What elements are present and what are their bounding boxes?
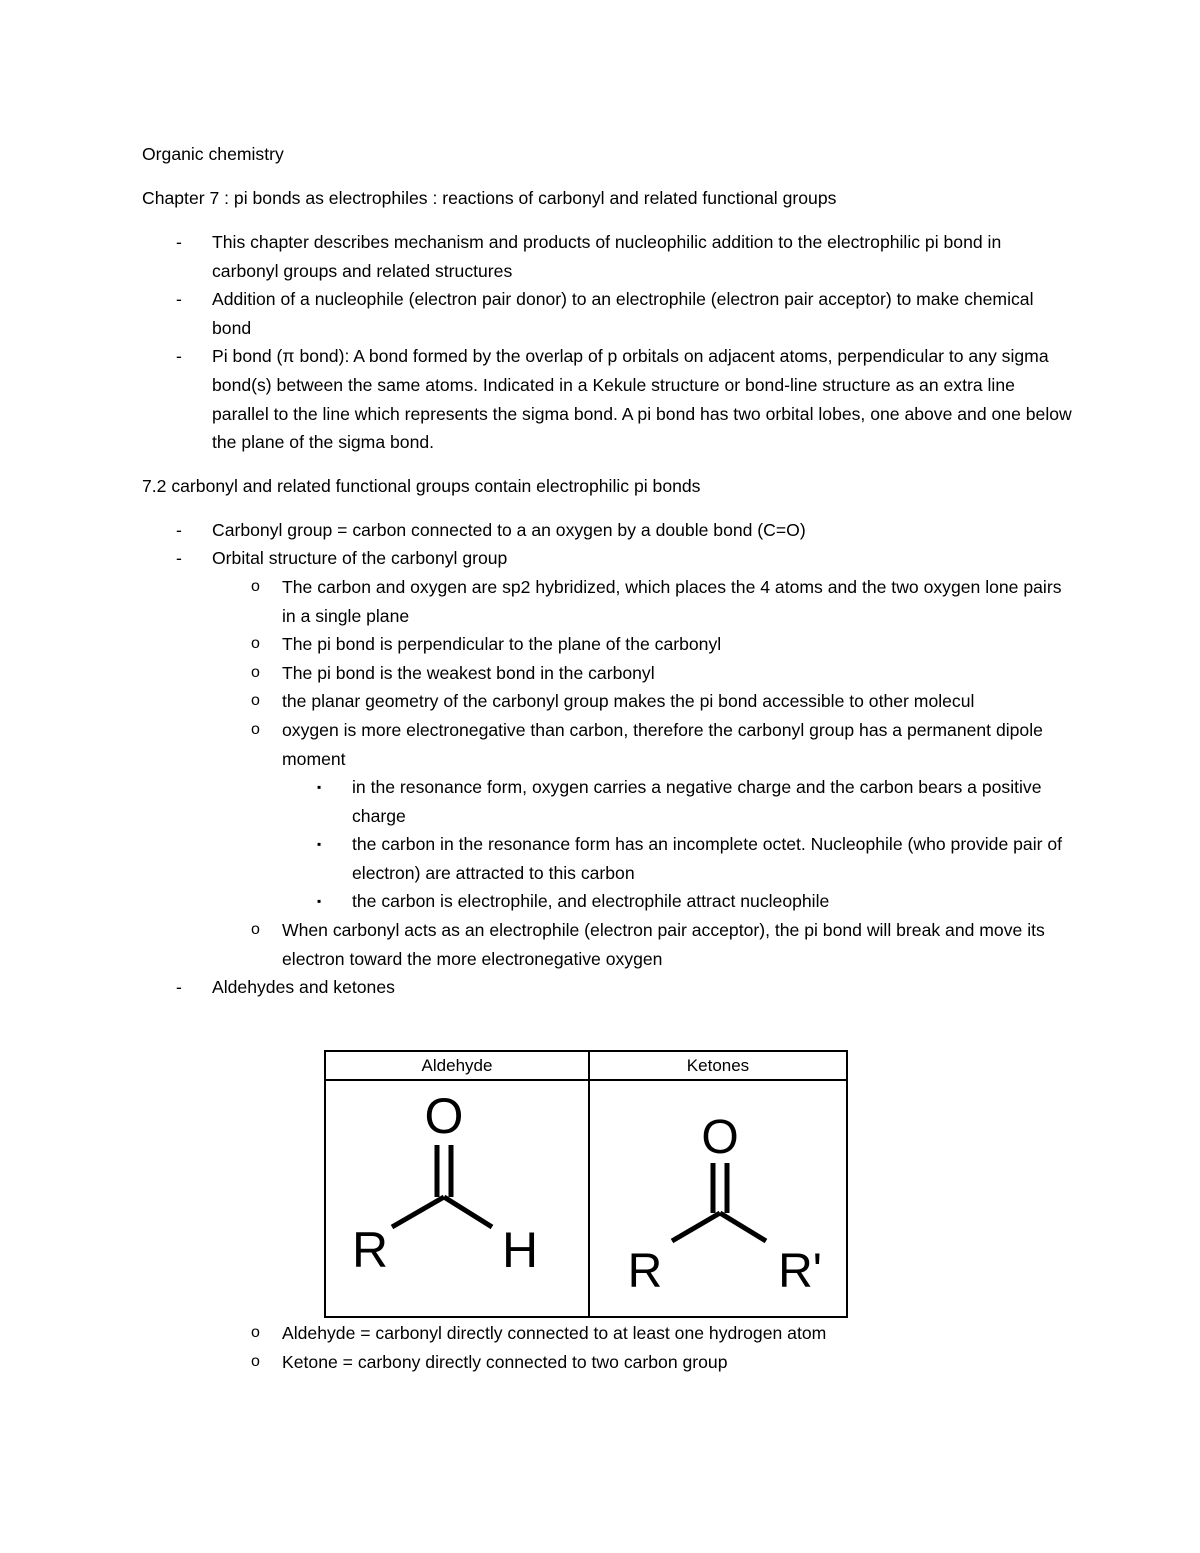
list-item [142, 659, 1072, 688]
dash-marker: - [176, 289, 182, 310]
list-item-text: Aldehyde = carbonyl directly connected to at least one hydrogen atom [282, 1323, 827, 1343]
ketone-structure-image [590, 1081, 846, 1317]
circle-marker: o [251, 663, 260, 681]
dash-marker: - [176, 346, 182, 367]
list-item [142, 916, 1072, 973]
list-item [142, 228, 1072, 285]
h-bond-line [444, 1197, 492, 1227]
sub-bullet-list [142, 573, 1072, 973]
oxygen-atom-label: O [424, 1088, 464, 1144]
r-group-label: R [351, 1222, 389, 1278]
ketone-header: Ketones [590, 1052, 846, 1081]
r-bond-line [672, 1213, 720, 1241]
list-item [142, 687, 1072, 716]
square-marker: ▪ [317, 780, 322, 795]
r-group-label: R [627, 1245, 663, 1298]
list-item [142, 573, 1072, 630]
square-marker: ▪ [317, 837, 322, 852]
list-item-text: oxygen is more electronegative than carbon, therefore the carbonyl group has a permanent dipole moment [282, 719, 1043, 769]
list-item [142, 1348, 1072, 1377]
list-item-text: Pi bond (π bond): A bond formed by the overlap of p orbitals on adjacent atoms, perpendicular to any sigma bond(s) between the same atoms. Indicated in a Kekule structure or bond-line structure as an extra line parallel to the line which represents the sigma bond. A pi bond has two orbital lobes, one above and one below the plane of the sigma bond. [212, 346, 1072, 453]
dash-marker: - [176, 232, 182, 252]
circle-marker: o [251, 635, 260, 653]
circle-marker: o [251, 1352, 260, 1370]
list-item-text: Ketone = carbony directly connected to two carbon group [282, 1351, 728, 1372]
sub-bullet-list [142, 1319, 1072, 1376]
circle-marker: o [251, 692, 260, 710]
aldehyde-ketone-table [324, 1050, 848, 1318]
section-heading: 7.2 carbonyl and related functional groups contain electrophilic pi bonds [142, 475, 701, 496]
circle-marker: o [251, 921, 260, 939]
document-page [142, 140, 1072, 1372]
oxygen-atom-label: O [701, 1111, 739, 1164]
circle-marker: o [251, 1324, 260, 1341]
list-item-text: Addition of a nucleophile (electron pair donor) to an electrophile (electron pair acceptor) to make chemical bond [212, 289, 1034, 338]
circle-marker: o [251, 720, 260, 738]
list-item [142, 285, 1072, 342]
list-item-text: When carbonyl acts as an electrophile (electron pair acceptor), the pi bond will break and move its electron toward the more electronegative oxygen [282, 920, 1045, 969]
ketone-column [590, 1052, 846, 1316]
section-bullet-list [142, 516, 1072, 1002]
r-prime-bond-line [720, 1213, 766, 1241]
circle-marker: o [251, 577, 260, 595]
sub-sub-bullet-list [142, 773, 1072, 916]
list-item-text: Carbonyl group = carbon connected to a an oxygen by a double bond (C=O) [212, 519, 806, 540]
list-item [142, 887, 1072, 916]
list-item-text: The pi bond is the weakest bond in the carbonyl [282, 662, 655, 683]
list-item [142, 630, 1072, 659]
after-table-list [142, 1319, 1072, 1376]
square-marker: ▪ [317, 894, 322, 909]
hydrogen-atom-label: H [501, 1222, 539, 1278]
list-item [142, 716, 1072, 916]
list-item-text: This chapter describes mechanism and products of nucleophilic addition to the electrophilic pi bond in carbonyl groups and related structures [212, 232, 1002, 281]
list-item [142, 544, 1072, 973]
list-item-text: The carbon and oxygen are sp2 hybridized, which places the 4 atoms and the two oxygen lone pairs in a single plane [282, 576, 1062, 626]
dash-marker: - [176, 977, 182, 998]
r-prime-group-label: R' [778, 1245, 822, 1298]
intro-bullet-list [142, 228, 1072, 457]
list-item [142, 342, 1072, 456]
aldehyde-structure-image [326, 1081, 588, 1317]
list-item-text: the planar geometry of the carbonyl group makes the pi bond accessible to other molecul [282, 691, 975, 712]
list-item-text: the carbon in the resonance form has an incomplete octet. Nucleophile (who provide pair of electron) are attracted to this carbon [352, 834, 1063, 883]
document-title: Organic chemistry [142, 144, 284, 164]
chapter-heading: Chapter 7 : pi bonds as electrophiles : reactions of carbonyl and related functional groups [142, 188, 837, 208]
list-item-text: The pi bond is perpendicular to the plane of the carbonyl [282, 634, 722, 655]
list-item [142, 1319, 1072, 1348]
list-item [142, 830, 1072, 887]
aldehyde-column [326, 1052, 590, 1316]
list-item [142, 973, 1072, 1002]
dash-marker: - [176, 519, 182, 540]
aldehyde-header: Aldehyde [326, 1052, 588, 1081]
list-item-text: Orbital structure of the carbonyl group [212, 548, 508, 569]
list-item-text: the carbon is electrophile, and electrophile attract nucleophile [352, 891, 830, 912]
list-item-text: Aldehydes and ketones [212, 977, 395, 998]
list-item [142, 516, 1072, 545]
list-item [142, 773, 1072, 830]
r-bond-line [392, 1197, 444, 1227]
dash-marker: - [176, 548, 182, 569]
list-item-text: in the resonance form, oxygen carries a negative charge and the carbon bears a positive charge [352, 777, 1042, 826]
